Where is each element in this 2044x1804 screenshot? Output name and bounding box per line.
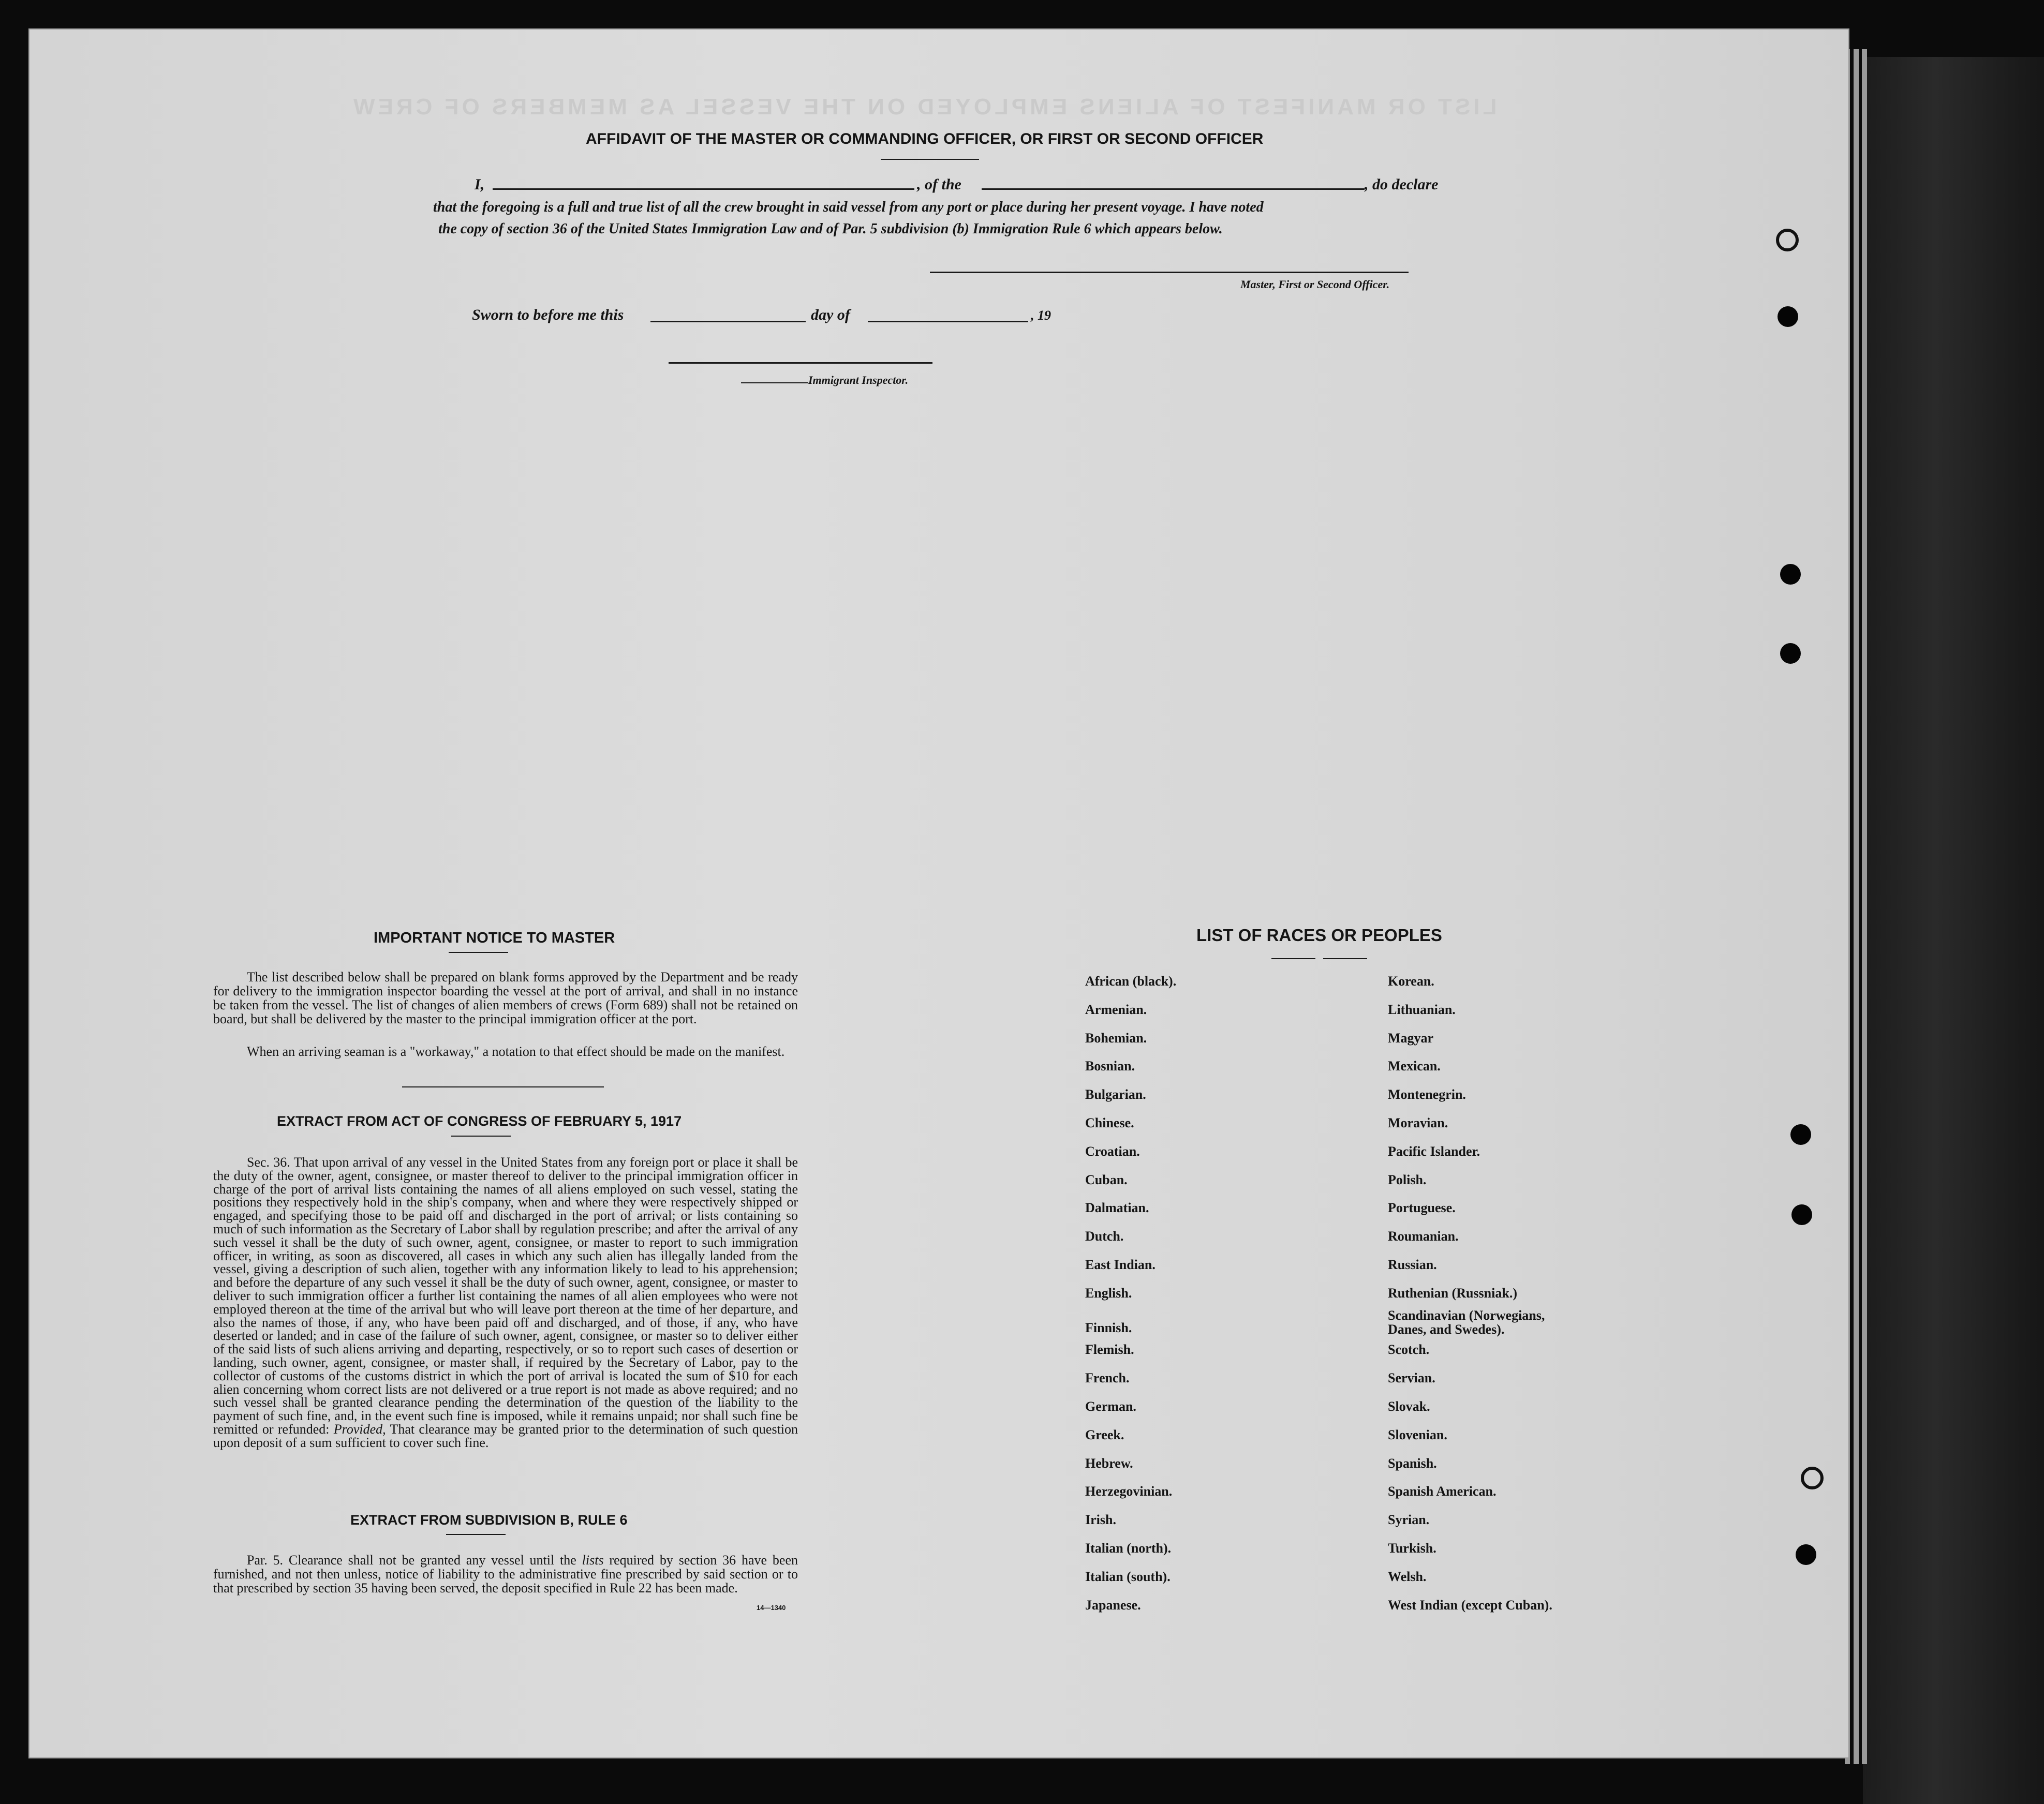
- bleed-through-title: LIST OR MANIFEST OF ALIENS EMPLOYED ON THE VESSEL AS MEMBERS OF CREW: [350, 94, 1497, 120]
- race-item: Russian.: [1388, 1257, 1437, 1272]
- signature-line[interactable]: [930, 272, 1409, 273]
- affidavit-title: AFFIDAVIT OF THE MASTER OR COMMANDING OFFICER, OR FIRST OR SECOND OFFICER: [586, 130, 1264, 147]
- race-item: Spanish.: [1388, 1455, 1437, 1471]
- binder-hole: [1780, 564, 1801, 585]
- race-item: Syrian.: [1388, 1512, 1430, 1528]
- binder-hole: [1780, 643, 1801, 664]
- race-item: Magyar: [1388, 1030, 1434, 1046]
- race-item: Croatian.: [1085, 1143, 1140, 1159]
- binder-hole-ring: [1801, 1467, 1824, 1489]
- of-the-label: , of the: [917, 176, 961, 193]
- race-item: Montenegrin.: [1388, 1087, 1466, 1102]
- race-item: Flemish.: [1085, 1342, 1134, 1358]
- extract-act-title: EXTRACT FROM ACT OF CONGRESS OF FEBRUARY 5, 1917: [277, 1113, 682, 1129]
- notice-paragraph-2: When an arriving seaman is a "workaway," a notation to that effect should be made on the manifest.: [247, 1044, 785, 1059]
- race-item: Armenian.: [1085, 1002, 1147, 1017]
- race-item: Spanish American.: [1388, 1484, 1497, 1499]
- day-of-label: day of: [811, 306, 850, 323]
- race-item: Servian.: [1388, 1370, 1435, 1386]
- sworn-day-blank[interactable]: [650, 321, 806, 322]
- race-item: East Indian.: [1085, 1257, 1156, 1272]
- race-item: Dalmatian.: [1085, 1200, 1149, 1216]
- binder-hole-ring: [1776, 229, 1799, 251]
- race-item: Mexican.: [1388, 1058, 1441, 1074]
- i-label: I,: [475, 176, 485, 193]
- race-item: Scotch.: [1388, 1342, 1430, 1358]
- rule-6-text: Par. 5. Clearance shall not be granted any vessel until the lists required by section 36 have been furnished, and not then unless, notice of liability to the administrative fine prescribed by said section or to that prescribed by section 35 having been served, the deposit specified in Rule 22 has been made.: [213, 1553, 798, 1596]
- divider: [1323, 958, 1367, 959]
- race-item: Hebrew.: [1085, 1455, 1133, 1471]
- inspector-signature-line[interactable]: [669, 362, 932, 364]
- race-item: Italian (north).: [1085, 1541, 1172, 1556]
- race-item: Cuban.: [1085, 1172, 1128, 1187]
- race-item: Greek.: [1085, 1427, 1124, 1442]
- race-item: Ruthenian (Russniak.): [1388, 1285, 1517, 1301]
- race-item: Turkish.: [1388, 1541, 1436, 1556]
- do-declare-label: , do declare: [1365, 176, 1439, 193]
- divider: [449, 952, 508, 953]
- race-item: German.: [1085, 1399, 1136, 1414]
- race-item: African (black).: [1085, 974, 1177, 989]
- race-item: Bulgarian.: [1085, 1087, 1146, 1102]
- race-item: English.: [1085, 1285, 1132, 1301]
- inspector-label: Immigrant Inspector.: [808, 374, 909, 386]
- race-item: Italian (south).: [1085, 1569, 1171, 1584]
- race-item: Dutch.: [1085, 1229, 1124, 1244]
- form-number: 14—1340: [757, 1604, 786, 1612]
- race-item: Scandinavian (Norwegians, Danes, and Swedes).: [1388, 1307, 1545, 1337]
- page-edge: [1854, 49, 1859, 1764]
- sworn-month-blank[interactable]: [868, 321, 1028, 322]
- divider: [1271, 958, 1315, 959]
- section-36-text: Sec. 36. That upon arrival of any vessel in the United States from any foreign port or place it shall be the duty of the owner, agent, consignee, or master thereof to deliver to the principal immigration officer in charge of the port of arrival lists containing the names of all aliens employed on such vessel, stating the positions they respectively hold in the ship's company, when and where they were respectively shipped or engaged, and specifying those to be paid off and discharged in the port of arrival; or lists containing so much of such information as the Secretary of Labor shall by regulation prescribe; and after the arrival of any such vessel it shall be the duty of such owner, agent, consignee, or master to report to such immigration officer, in writing, as soon as discovered, all cases in which any such alien has illegally landed from the vessel, giving a description of such alien, together with any information likely to lead to his apprehension; and before the departure of any such vessel it shall be the duty of such owner, agent, consignee, or master to deliver to such immigration officer a further list containing the names of all alien employees who were not employed thereon at the time of the arrival but who will leave port thereon at the time of her departure, and also the names of those, if any, who have been paid off and discharged, and of those, if any, who have deserted or landed; and in case of the failure of such owner, agent, consignee, or master so to deliver either of the said lists of such aliens arriving and departing, respectively, or so to report such cases of desertion or landing, such owner, agent, consignee, or master shall, if required by the Secretary of Labor, pay to the collector of customs of the customs district in which the port of arrival is located the sum of $10 for each alien concerning whom correct lists are not delivered or a true report is not made as above required; and no such vessel shall be granted clearance pending the determination of the question of the liability to the payment of such fine, and, in the event such fine is imposed, while it remains unpaid; nor shall such fine be remitted or refunded: Provided, That clearance may be granted prior to the determination of such question upon deposit of a sum sufficient to cover such fine.: [213, 1155, 798, 1450]
- race-item: Welsh.: [1388, 1569, 1427, 1584]
- race-item: Bosnian.: [1085, 1058, 1135, 1074]
- race-item: Roumanian.: [1388, 1229, 1459, 1244]
- notice-title: IMPORTANT NOTICE TO MASTER: [374, 930, 615, 946]
- race-item: Chinese.: [1085, 1115, 1134, 1130]
- race-item: Herzegovinian.: [1085, 1484, 1173, 1499]
- race-item: Portuguese.: [1388, 1200, 1456, 1216]
- declaration-line-2: the copy of section 36 of the United States Immigration Law and of Par. 5 subdivision (b) Immigration Rule 6 which appears below.: [438, 221, 1223, 237]
- race-item: Korean.: [1388, 974, 1434, 989]
- name-blank-line[interactable]: [493, 188, 914, 190]
- binder-hole: [1796, 1544, 1816, 1565]
- race-item: West Indian (except Cuban).: [1388, 1597, 1552, 1613]
- divider: [446, 1534, 506, 1535]
- divider: [402, 1086, 604, 1087]
- race-item: Slovak.: [1388, 1399, 1430, 1414]
- notice-paragraph-1: The list described below shall be prepared on blank forms approved by the Department and be ready for delivery to the immigration inspector boarding the vessel at the port of arrival, and shall in no instance be taken from the vessel. The list of changes of alien members of crews (Form 689) shall not be retained on board, but shall be delivered by the master to the principal immigration officer at the port.: [213, 970, 798, 1026]
- extract-rule-title: EXTRACT FROM SUBDIVISION B, RULE 6: [350, 1512, 628, 1528]
- signature-label: Master, First or Second Officer.: [1240, 278, 1390, 291]
- document-page: [28, 28, 1849, 1758]
- divider: [451, 1136, 511, 1137]
- race-item: Finnish.: [1085, 1320, 1132, 1335]
- race-item: Moravian.: [1388, 1115, 1448, 1130]
- race-item: Pacific Islander.: [1388, 1143, 1480, 1159]
- race-item: Polish.: [1388, 1172, 1427, 1187]
- declaration-line-1: that the foregoing is a full and true list of all the crew brought in said vessel from any port or place during her present voyage. I have noted: [433, 199, 1264, 215]
- binder-hole: [1778, 306, 1798, 327]
- divider: [881, 159, 979, 160]
- races-title: LIST OF RACES OR PEOPLES: [1196, 926, 1442, 945]
- background-dark-band: [1863, 57, 2044, 1804]
- sworn-label: Sworn to before me this: [472, 306, 624, 323]
- race-item: French.: [1085, 1370, 1130, 1386]
- binder-hole: [1790, 1124, 1811, 1145]
- vessel-blank-line[interactable]: [982, 188, 1365, 190]
- page-edge: [1862, 49, 1867, 1764]
- binder-hole: [1791, 1204, 1812, 1225]
- race-item: Japanese.: [1085, 1597, 1141, 1613]
- year-label: , 19: [1031, 308, 1051, 323]
- race-item: Lithuanian.: [1388, 1002, 1456, 1017]
- inspector-short-line: [741, 382, 808, 383]
- race-item: Slovenian.: [1388, 1427, 1447, 1442]
- race-item: Irish.: [1085, 1512, 1116, 1528]
- race-item: Bohemian.: [1085, 1030, 1147, 1046]
